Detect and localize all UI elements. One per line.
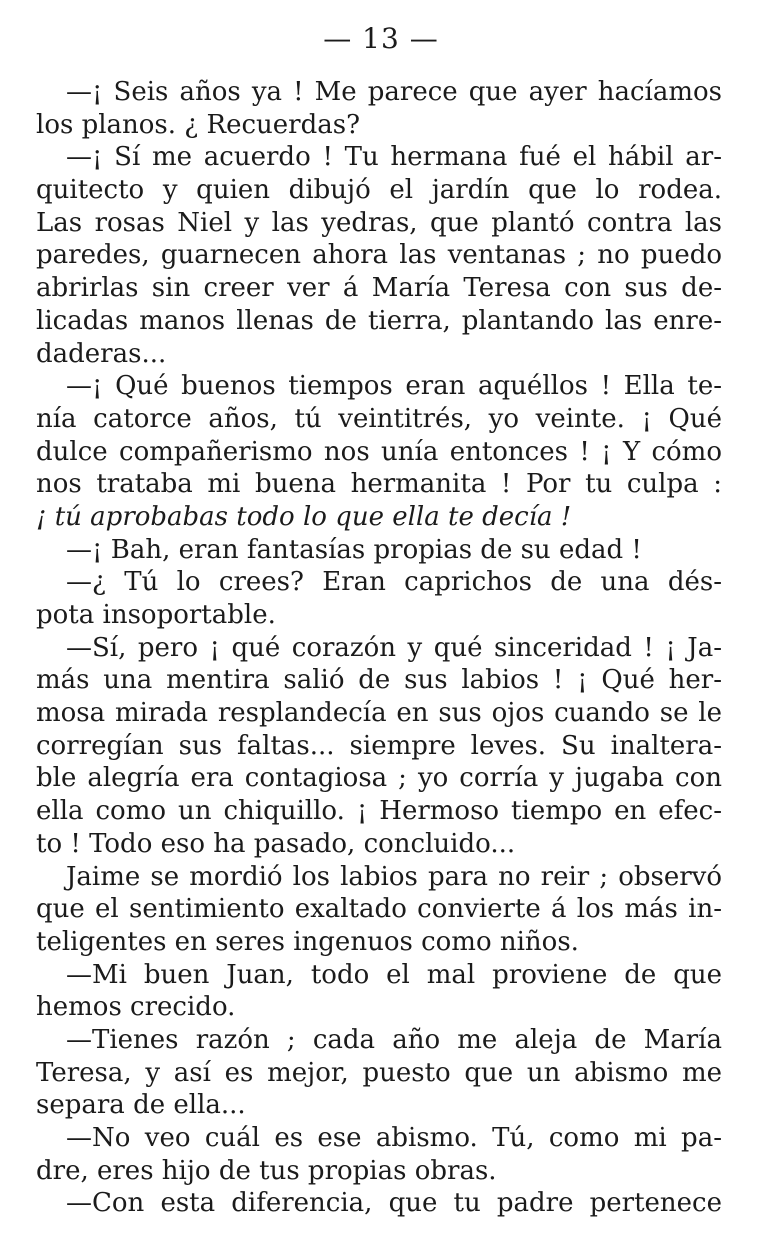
- text-line: corregían sus faltas... siempre leves. Su inaltera-: [36, 730, 722, 761]
- text-line: to ! Todo eso ha pasado, concluido...: [36, 828, 516, 859]
- text-line: hemos crecido.: [36, 992, 236, 1023]
- text-line: —¡ Bah, eran fantasías propias de su edad !: [66, 534, 642, 565]
- text-line: abrirlas sin creer ver á María Teresa con sus de-: [36, 273, 722, 304]
- text-line: —Con esta diferencia, que tu padre pertenece: [66, 1188, 722, 1219]
- text-line: —Tienes razón ; cada año me aleja de María: [66, 1024, 722, 1055]
- text-line: nos trataba mi buena hermanita ! Por tu culpa :: [36, 469, 722, 500]
- text-line: —¿ Tú lo crees? Eran caprichos de una dés-: [66, 567, 722, 598]
- text-line: quitecto y quien dibujó el jardín que lo rodea.: [36, 175, 722, 206]
- text-line: mosa mirada resplandecía en sus ojos cuando se le: [36, 698, 722, 729]
- text-line: licadas manos llenas de tierra, plantando las enre-: [36, 305, 722, 336]
- page-number: — 13 —: [323, 22, 439, 55]
- text-line: —¡ Seis años ya ! Me parece que ayer hacíamos: [66, 77, 722, 107]
- text-line: pota insoportable.: [36, 600, 276, 630]
- text-line: teligentes en seres ingenuos como niños.: [36, 926, 579, 957]
- text-line: ¡ tú aprobabas todo lo que ella te decía !: [36, 501, 572, 532]
- text-line: —Mi buen Juan, todo el mal proviene de que: [66, 959, 722, 990]
- text-line: nía catorce años, tú veintitrés, yo veinte. ¡ Qué: [36, 403, 722, 434]
- text-line: —No veo cuál es ese abismo. Tú, como mi pa-: [66, 1123, 722, 1153]
- text-line: Jaime se mordió los labios para no reir ; observó: [66, 861, 722, 892]
- text-line: más una mentira salió de sus labios ! ¡ Qué her-: [36, 665, 722, 696]
- text-line: Teresa, y así es mejor, puesto que un abismo me: [36, 1057, 722, 1088]
- text-line: ble alegría era contagiosa ; yo corría y jugaba con: [36, 763, 722, 794]
- text-line: —Sí, pero ¡ qué corazón y qué sinceridad ! ¡ Ja-: [66, 632, 722, 663]
- text-line: dre, eres hijo de tus propias obras.: [36, 1155, 497, 1186]
- text-line: que el sentimiento exaltado convierte á los más in-: [36, 894, 722, 925]
- text-line: separa de ella...: [36, 1090, 246, 1121]
- text-line: —¡ Qué buenos tiempos eran aquéllos ! Ella te-: [66, 371, 722, 402]
- text-line: —¡ Sí me acuerdo ! Tu hermana fué el hábil ar-: [66, 142, 722, 173]
- text-line: dulce compañerismo nos unía entonces ! ¡ Y cómo: [36, 436, 722, 467]
- text-line: paredes, guarnecen ahora las ventanas ; no puedo: [36, 240, 722, 271]
- body-text: [36, 76, 722, 1220]
- text-line: los planos. ¿ Recuerdas?: [36, 109, 361, 140]
- text-line: daderas...: [36, 338, 167, 369]
- text-line: ella como un chiquillo. ¡ Hermoso tiempo en efec-: [36, 796, 722, 827]
- text-line: Las rosas Niel y las yedras, que plantó contra las: [36, 207, 722, 238]
